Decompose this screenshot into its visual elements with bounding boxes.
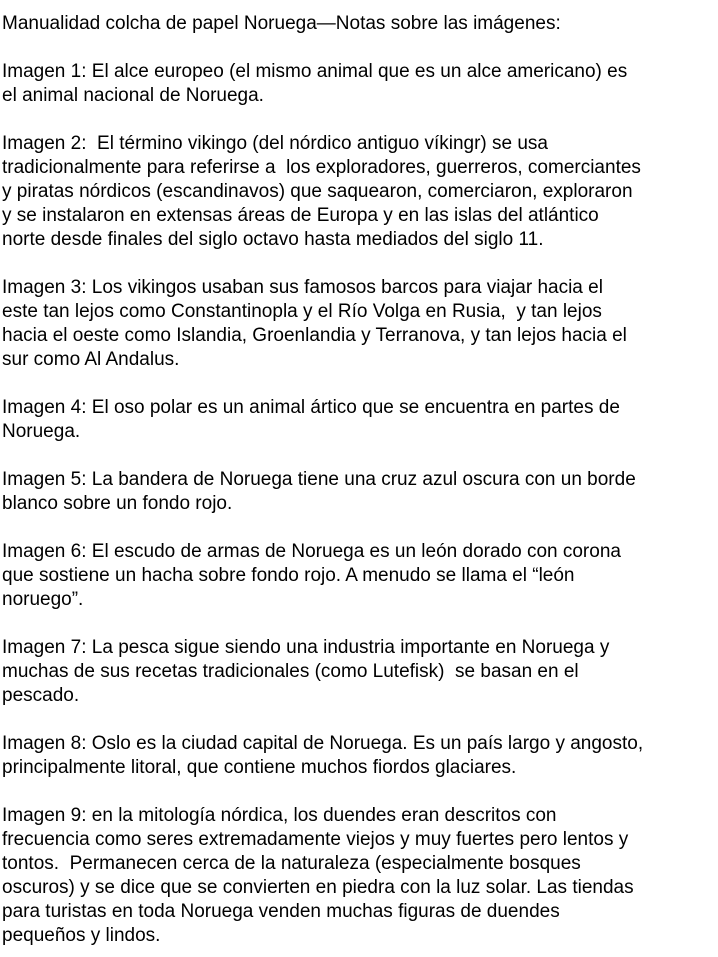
- paragraph-line: oscuros) y se dice que se convierten en piedra con la luz solar. Las tiendas: [2, 877, 634, 898]
- paragraph-line: muchas de sus recetas tradicionales (como Lutefisk) se basan en el: [2, 661, 579, 682]
- paragraph-line: principalmente litoral, que contiene muchos fiordos glaciares.: [2, 757, 517, 778]
- paragraph-line: Imagen 7: La pesca sigue siendo una industria importante en Noruega y: [2, 637, 610, 658]
- paragraph-line: el animal nacional de Noruega.: [2, 85, 264, 106]
- paragraph-line: Imagen 5: La bandera de Noruega tiene una cruz azul oscura con un borde: [2, 469, 636, 490]
- paragraph-line: que sostiene un hacha sobre fondo rojo. A menudo se llama el “león: [2, 565, 575, 586]
- paragraph-line: Imagen 9: en la mitología nórdica, los duendes eran descritos con: [2, 805, 557, 826]
- paragraph-line: Imagen 8: Oslo es la ciudad capital de Noruega. Es un país largo y angosto,: [2, 733, 644, 754]
- paragraph-line: Noruega.: [2, 421, 81, 442]
- image-note-paragraph: [2, 732, 718, 780]
- image-note-paragraph: [2, 60, 718, 108]
- image-note-paragraph: [2, 804, 718, 948]
- paragraph-line: Imagen 2: El término vikingo (del nórdico antiguo víkingr) se usa: [2, 133, 548, 154]
- paragraph-line: pequeños y lindos.: [2, 925, 161, 946]
- paragraph-line: norte desde finales del siglo octavo hasta mediados del siglo 11.: [2, 229, 544, 250]
- paragraph-line: Imagen 1: El alce europeo (el mismo animal que es un alce americano) es: [2, 61, 628, 82]
- image-note-paragraph: [2, 636, 718, 708]
- paragraph-line: noruego”.: [2, 589, 84, 610]
- paragraph-line: Imagen 3: Los vikingos usaban sus famosos barcos para viajar hacia el: [2, 277, 603, 298]
- paragraph-line: frecuencia como seres extremadamente viejos y muy fuertes pero lentos y: [2, 829, 629, 850]
- paragraph-list: [2, 60, 718, 948]
- paragraph-line: para turistas en toda Noruega venden muchas figuras de duendes: [2, 901, 560, 922]
- paragraph-line: y se instalaron en extensas áreas de Europa y en las islas del atlántico: [2, 205, 599, 226]
- paragraph-line: pescado.: [2, 685, 80, 706]
- paragraph-line: Imagen 4: El oso polar es un animal ártico que se encuentra en partes de: [2, 397, 620, 418]
- paragraph-line: sur como Al Andalus.: [2, 349, 180, 370]
- image-note-paragraph: [2, 132, 718, 252]
- image-note-paragraph: [2, 540, 718, 612]
- image-note-paragraph: [2, 396, 718, 444]
- paragraph-line: blanco sobre un fondo rojo.: [2, 493, 233, 514]
- image-note-paragraph: [2, 468, 718, 516]
- document-page: [2, 12, 718, 948]
- paragraph-line: y piratas nórdicos (escandinavos) que saquearon, comerciaron, exploraron: [2, 181, 633, 202]
- paragraph-line: tontos. Permanecen cerca de la naturaleza (especialmente bosques: [2, 853, 581, 874]
- image-note-paragraph: [2, 276, 718, 372]
- paragraph-line: tradicionalmente para referirse a los exploradores, guerreros, comerciantes: [2, 157, 641, 178]
- document-title: Manualidad colcha de papel Noruega—Notas sobre las imágenes:: [2, 13, 561, 34]
- paragraph-line: hacia el oeste como Islandia, Groenlandia y Terranova, y tan lejos hacia el: [2, 325, 627, 346]
- paragraph-line: Imagen 6: El escudo de armas de Noruega es un león dorado con corona: [2, 541, 621, 562]
- paragraph-line: este tan lejos como Constantinopla y el Río Volga en Rusia, y tan lejos: [2, 301, 602, 322]
